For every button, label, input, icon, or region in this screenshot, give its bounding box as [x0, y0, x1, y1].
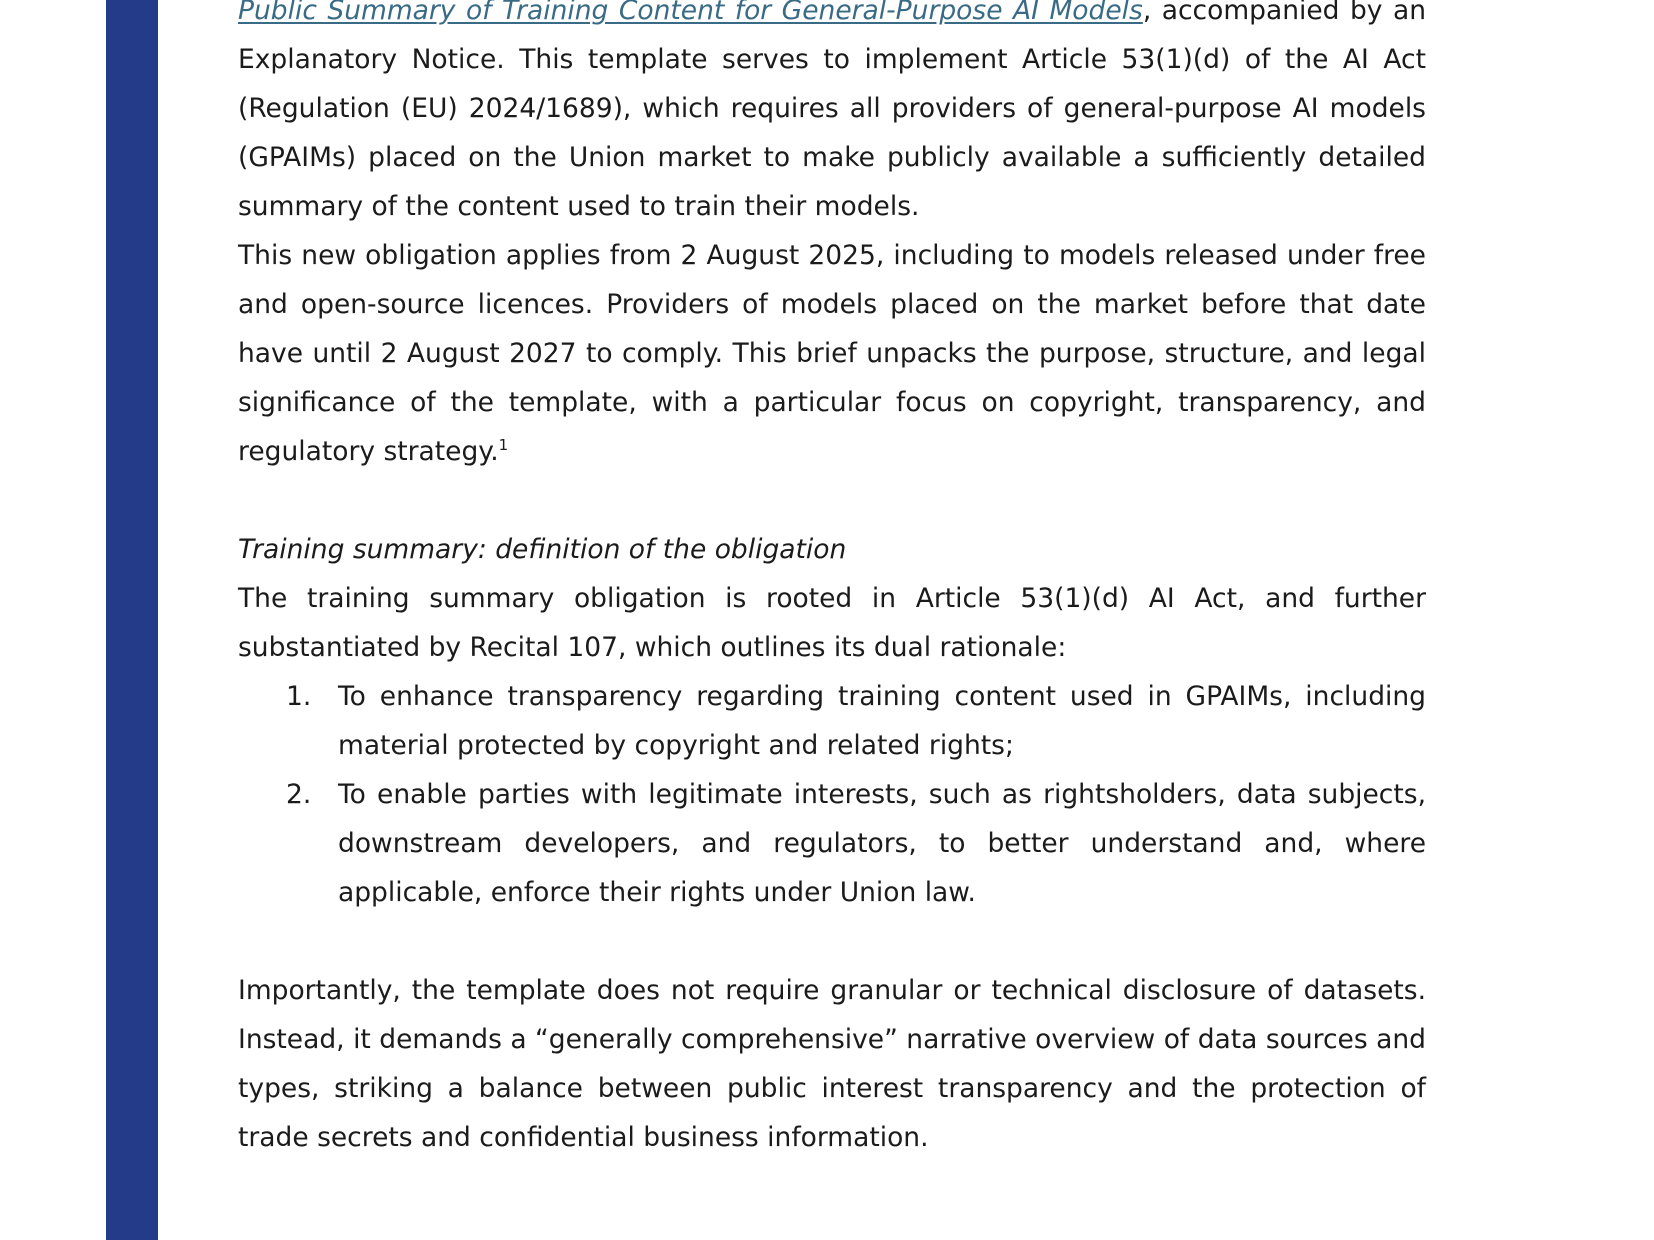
list-item: [286, 672, 1426, 770]
list-number: 1.: [286, 681, 312, 712]
list-number: 2.: [286, 779, 312, 810]
conclusion-paragraph: Importantly, the template does not require granular or technical disclosure of datasets. Instead, it demands a “generally comprehensive” narrative overview of data sources and types, striking a balance between public interest transparency and the protection of trade secrets and confidential business information.: [238, 975, 1426, 1153]
intro-paragraph: [238, 0, 1426, 231]
spacer: [238, 917, 1426, 966]
intro-text: , accompanied by an Explanatory Notice. This template serves to implement Article 53(1)(d) of the AI Act (Regulation (EU) 2024/1689), which requires all providers of general-purpose AI models (GPAIMs) placed on the Union market to make publicly available a sufficiently detailed summary of the content used to train their models.: [238, 0, 1427, 222]
section-heading: Training summary: definition of the obligation: [238, 534, 847, 565]
list-item-text: To enable parties with legitimate interests, such as rightsholders, data subjects, downstream developers, and regulators, to better understand and, where applicable, enforce their rights under Union law.: [338, 779, 1426, 908]
obligation-paragraph: This new obligation applies from 2 August 2025, including to models released under free and open-source licences. Providers of models placed on the market before that date have until 2 August 2027 to comply. This brief unpacks the purpose, structure, and legal significance of the template, with a particular focus on copyright, transparency, and regulatory strategy.$^1$: [238, 240, 1426, 467]
document-body: [238, 0, 1426, 1162]
decorative-sidebar-bar: [106, 0, 158, 1240]
footnote-marker[interactable]: 1: [498, 436, 509, 454]
list-item-text: To enhance transparency regarding training content used in GPAIMs, including material protected by copyright and related rights;: [338, 681, 1426, 761]
template-link[interactable]: Public Summary of Training Content for General-Purpose AI Models: [238, 0, 1143, 26]
list-item: [286, 770, 1426, 917]
rationale-paragraph: The training summary obligation is rooted in Article 53(1)(d) AI Act, and further substantiated by Recital 107, which outlines its dual rationale:: [238, 583, 1426, 663]
rationale-list: [238, 672, 1426, 917]
